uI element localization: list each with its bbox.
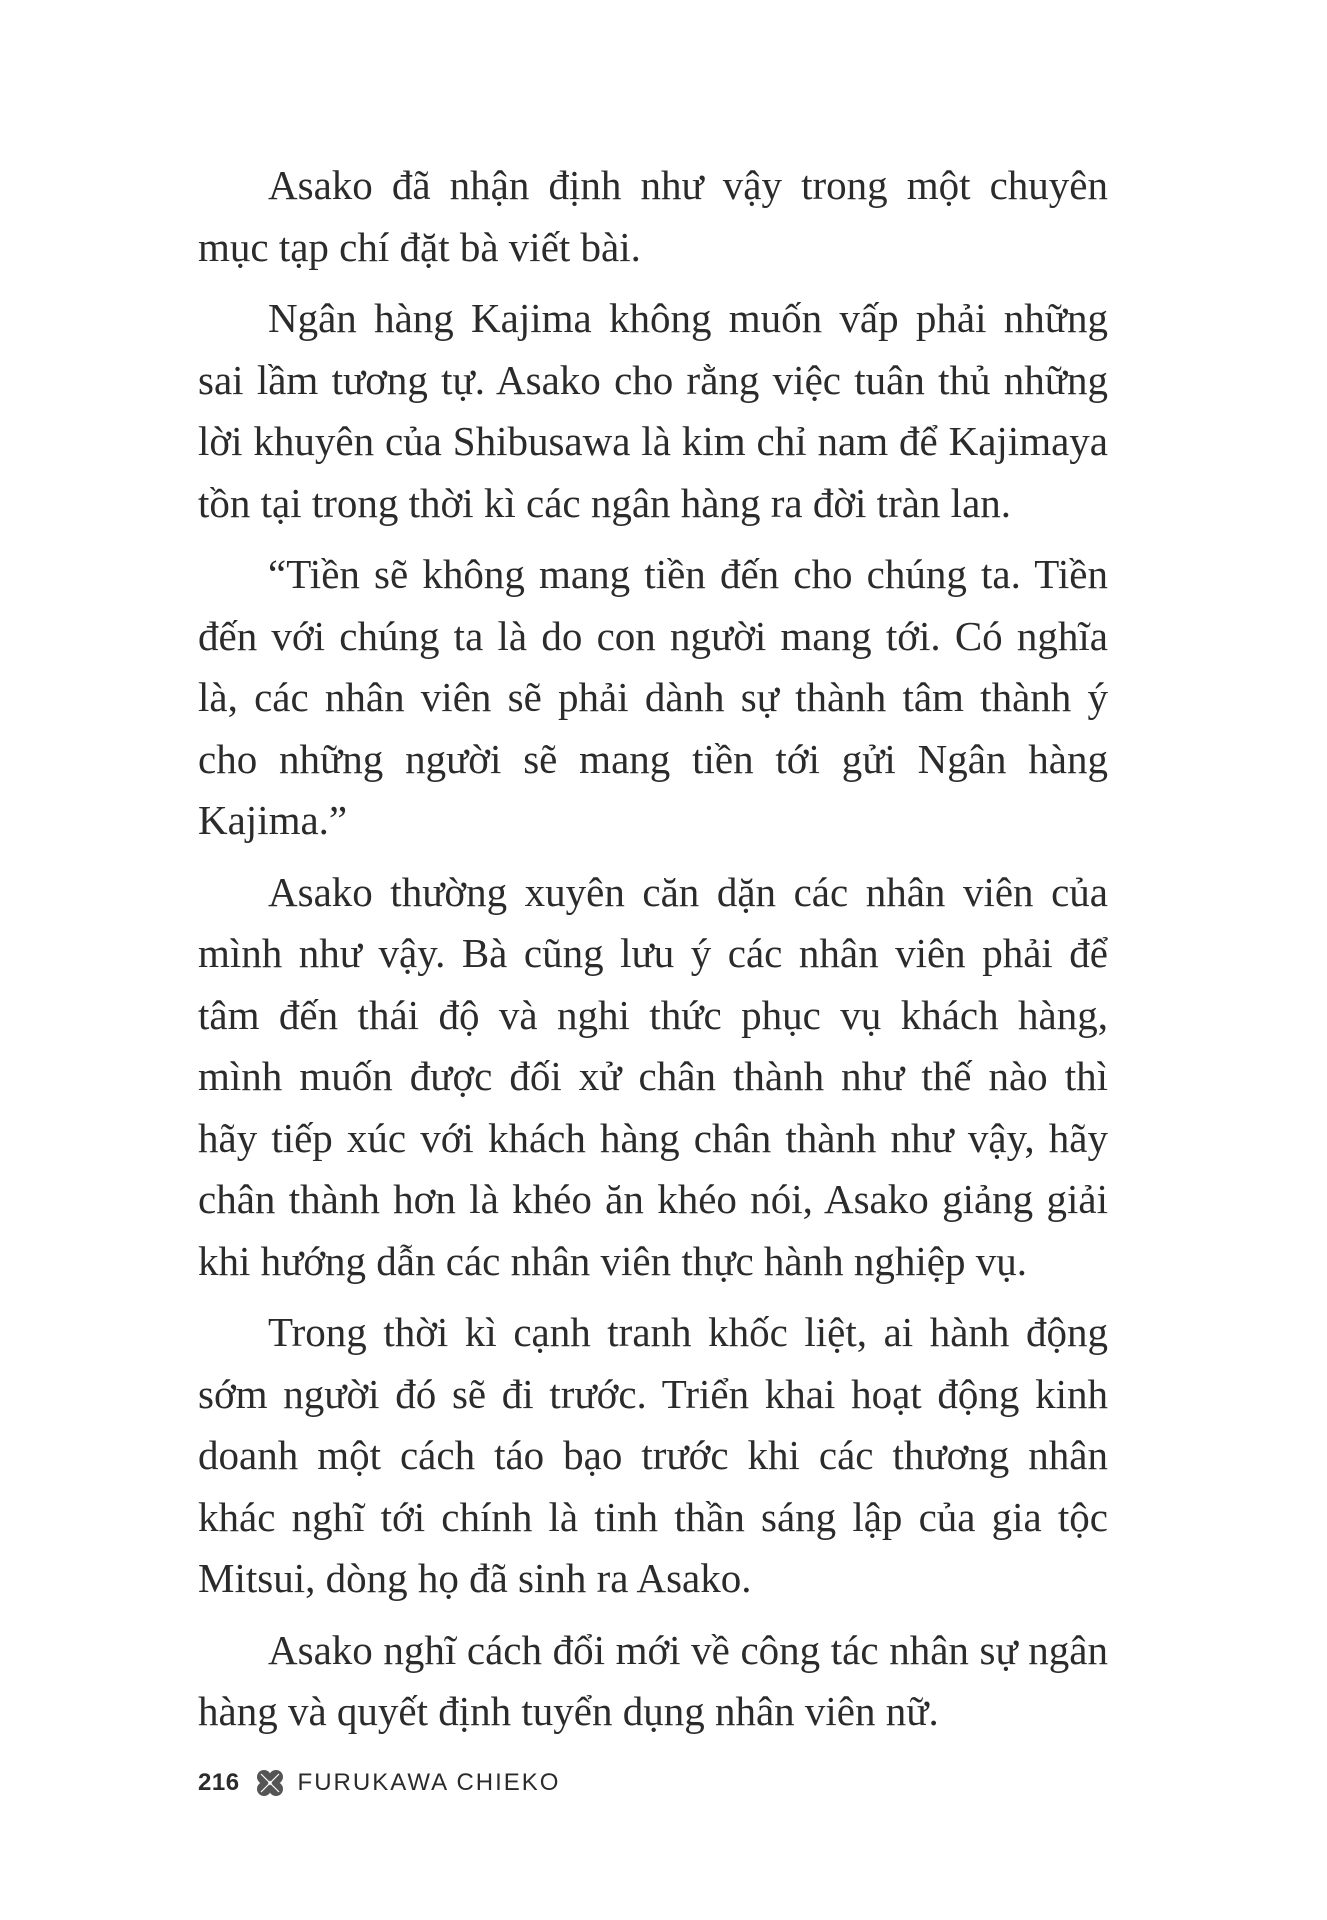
- author-name: FURUKAWA CHIEKO: [297, 1769, 561, 1796]
- paragraph-3: “Tiền sẽ không mang tiền đến cho chúng ta. Tiền đến với chúng ta là do con người mang tới. Có nghĩa là, các nhân viên sẽ phải dành sự thành tâm thành ý cho những người sẽ mang tiền tới gửi Ngân hàng Kajima.”: [198, 551, 1108, 843]
- paragraph-1: Asako đã nhận định như vậy trong một chuyên mục tạp chí đặt bà viết bài.: [198, 162, 1108, 270]
- body-text: [198, 155, 1108, 1753]
- paragraph-6: Asako nghĩ cách đổi mới về công tác nhân sự ngân hàng và quyết định tuyển dụng nhân viên nữ.: [198, 1626, 1108, 1734]
- paragraph-5: Trong thời kì cạnh tranh khốc liệt, ai hành động sớm người đó sẽ đi trước. Triển khai hoạt động kinh doanh một cách táo bạo trước khi các thương nhân khác nghĩ tới chính là tinh thần sáng lập của gia tộc Mitsui, dòng họ đã sinh ra Asako.: [198, 1309, 1108, 1601]
- page-footer: [198, 1765, 560, 1801]
- clover-icon: [252, 1765, 288, 1801]
- paragraph-2: Ngân hàng Kajima không muốn vấp phải những sai lầm tương tự. Asako cho rằng việc tuân thủ những lời khuyên của Shibusawa là kim chỉ nam để Kajimaya tồn tại trong thời kì các ngân hàng ra đời tràn lan.: [198, 295, 1108, 526]
- page-number: 216: [198, 1769, 240, 1796]
- paragraph-4: Asako thường xuyên căn dặn các nhân viên của mình như vậy. Bà cũng lưu ý các nhân viên phải để tâm đến thái độ và nghi thức phục vụ khách hàng, mình muốn được đối xử chân thành như thế nào thì hãy tiếp xúc với khách hàng chân thành như vậy, hãy chân thành hơn là khéo ăn khéo nói, Asako giảng giải khi hướng dẫn các nhân viên thực hành nghiệp vụ.: [198, 868, 1108, 1284]
